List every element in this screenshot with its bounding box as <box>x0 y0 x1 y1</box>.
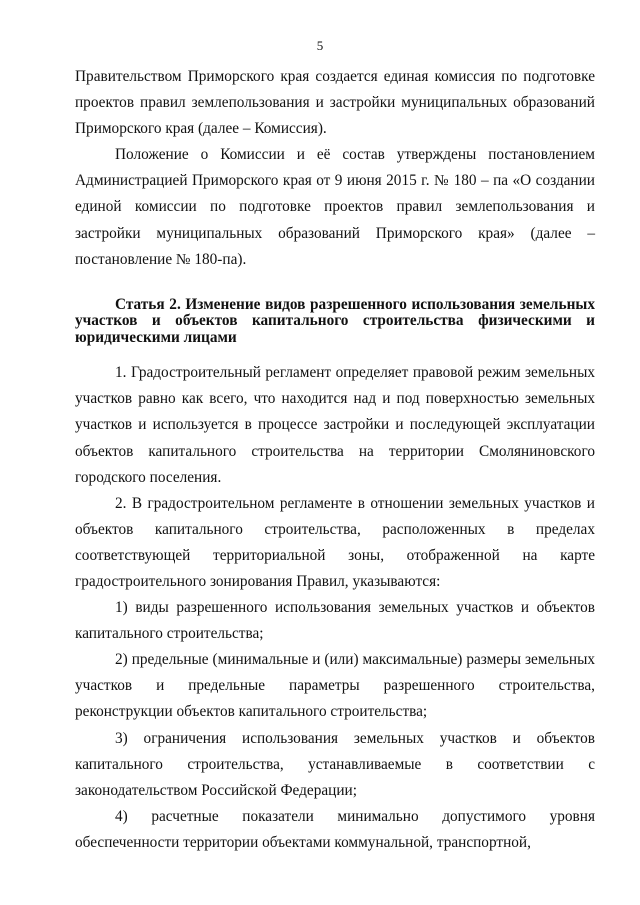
list-item-3: 3) ограничения использования земельных участков и объектов капитального строительства, устанавливаемые в соответствии с законодательством Российской Федерации; <box>75 729 595 799</box>
list-item-4: 4) расчетные показатели минимально допустимого уровня обеспеченности территории объектами коммунальной, транспортной, <box>75 807 595 851</box>
page-number: 5 <box>316 38 324 53</box>
list-item-1: 1) виды разрешенного использования земельных участков и объектов капитального строительства; <box>75 599 595 643</box>
paragraph-clause-1: 1. Градостроительный регламент определяет правовой режим земельных участков равно как всего, что находится над и под поверхностью земельных участков и используется в процессе застройки и последующей эксплуатации объектов капитального строительства на территории Смоляниновского городского поселения. <box>75 364 595 486</box>
paragraph-clause-2: 2. В градостроительном регламенте в отношении земельных участков и объектов капитального строительства, расположенных в пределах соответствующей территориальной зоны, отображенной на карте градостроительного зонирования Правил, указываются: <box>75 494 595 590</box>
article-heading: Статья 2. Изменение видов разрешенного использования земельных участков и объектов капитального строительства физическими и юридическими лицами <box>75 295 595 346</box>
document-body <box>75 64 595 856</box>
paragraph-commission-regulation: Положение о Комиссии и её состав утверждены постановлением Администрацией Приморского края от 9 июня 2015 г. № 180 – па «О создании единой комиссии по подготовке проектов правил землепользования и застройки муниципальных образований Приморского края» (далее – постановление № 180-па). <box>75 146 595 268</box>
list-item-2: 2) предельные (минимальные и (или) максимальные) размеры земельных участков и предельные параметры разрешенного строительства, реконструкции объектов капитального строительства; <box>75 651 595 721</box>
paragraph-continued: Правительством Приморского края создается единая комиссия по подготовке проектов правил землепользования и застройки муниципальных образований Приморского края (далее – Комиссия). <box>75 68 595 138</box>
